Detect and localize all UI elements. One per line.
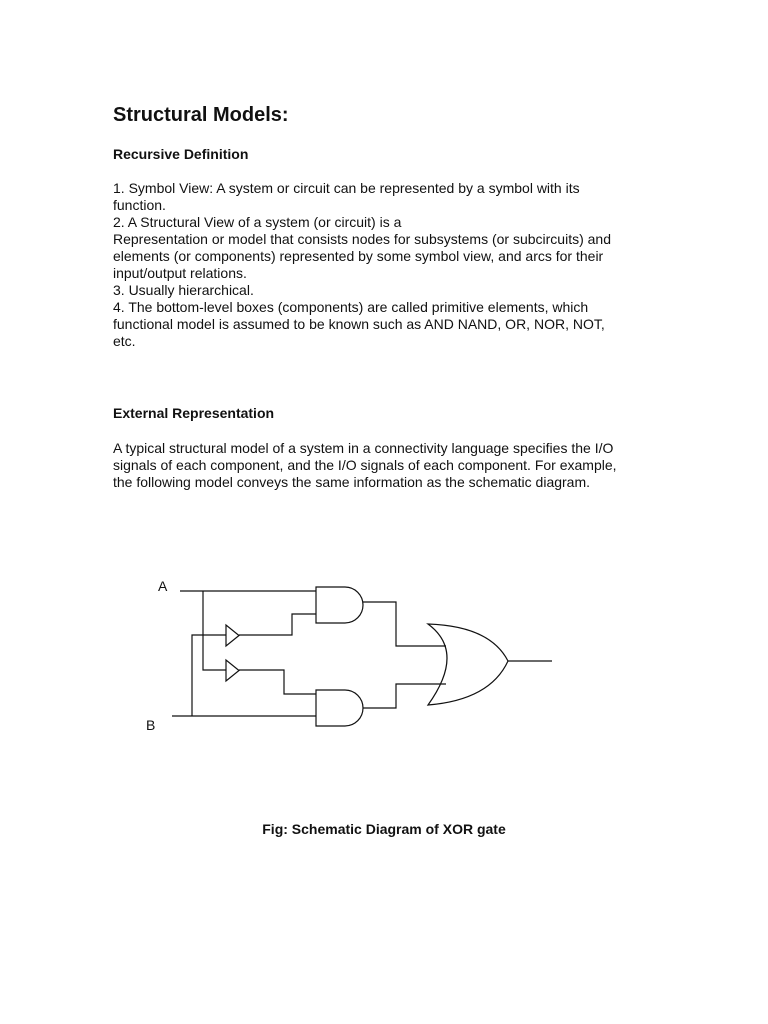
not-gate-lower <box>226 660 239 681</box>
and-gate-upper <box>316 587 363 623</box>
text-line: function. <box>113 197 166 213</box>
text-line: A typical structural model of a system in a connectivity language specifies the I/O <box>113 440 614 456</box>
text-line: 2. A Structural View of a system (or circuit) is a <box>113 214 402 230</box>
wire-not-upper-out <box>239 614 316 635</box>
section-heading-recursive-definition: Recursive Definition <box>113 146 249 162</box>
figure-caption: Fig: Schematic Diagram of XOR gate <box>262 821 506 837</box>
wire-b-branch <box>192 635 226 716</box>
and-gate-lower <box>316 690 363 726</box>
text-line: input/output relations. <box>113 265 247 281</box>
text-line: 1. Symbol View: A system or circuit can be represented by a symbol with its <box>113 180 580 196</box>
text-line: signals of each component, and the I/O signals of each component. For example, <box>113 457 617 473</box>
xor-schematic-diagram <box>0 560 768 760</box>
wire-not-lower-out <box>239 670 316 694</box>
text-line: 4. The bottom-level boxes (components) are called primitive elements, which <box>113 299 589 315</box>
not-gate-upper <box>226 625 239 646</box>
external-representation-text <box>113 440 673 491</box>
text-line: functional model is assumed to be known such as AND NAND, OR, NOR, NOT, <box>113 316 605 332</box>
wire-a-branch <box>203 591 226 670</box>
text-line: 3. Usually hierarchical. <box>113 282 254 298</box>
text-line: etc. <box>113 333 136 349</box>
or-gate-inner-curve <box>428 624 455 664</box>
text-line: the following model conveys the same information as the schematic diagram. <box>113 474 591 490</box>
text-line: Representation or model that consists nodes for subsystems (or subcircuits) and <box>113 231 612 247</box>
or-gate <box>428 624 508 705</box>
input-a-label: A <box>158 578 168 594</box>
page-title: Structural Models: <box>113 104 289 126</box>
input-b-label: B <box>146 717 156 733</box>
recursive-definition-text <box>113 180 673 350</box>
text-line: elements (or components) represented by some symbol view, and arcs for their <box>113 248 604 264</box>
section-heading-external-representation: External Representation <box>113 405 275 421</box>
